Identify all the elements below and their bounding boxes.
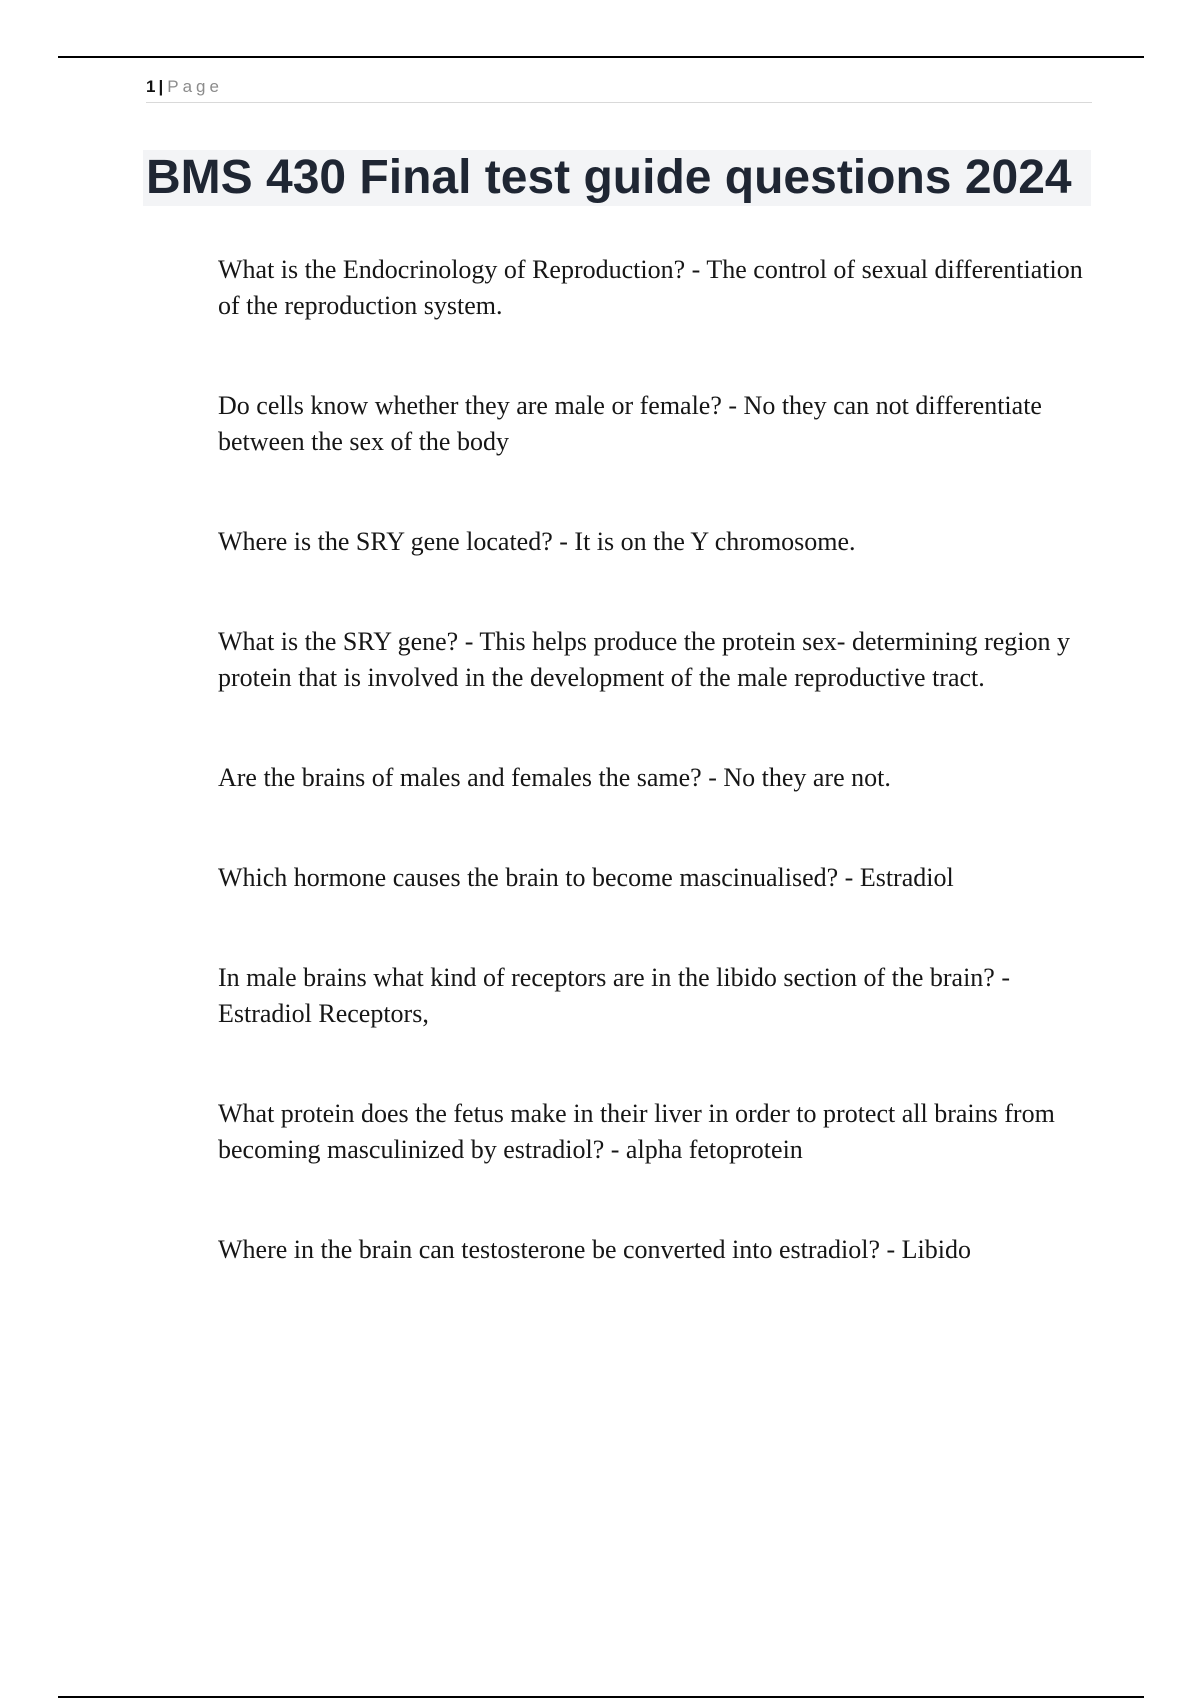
page-separator: | [158,77,164,96]
qa-item: Where is the SRY gene located? - It is on the Y chromosome. [218,527,856,556]
qa-item: In male brains what kind of receptors are in the libido section of the brain? - Estradiol Receptors, [218,963,1011,1028]
page-header [146,72,1092,103]
qa-item: Where in the brain can testosterone be converted into estradiol? - Libido [218,1235,971,1264]
qa-item: Are the brains of males and females the same? - No they are not. [218,763,891,792]
top-rule [58,56,1144,58]
qa-list [218,252,1098,1332]
qa-item: What is the SRY gene? - This helps produce the protein sex- determining region y protein that is involved in the development of the male reproductive tract. [218,627,1071,692]
qa-item: What is the Endocrinology of Reproduction? - The control of sexual differentiation of the reproduction system. [218,255,1083,320]
page-number: 1 [146,77,156,96]
document-title: BMS 430 Final test guide questions 2024 [143,150,1091,206]
page-label: Page [167,77,223,96]
qa-item: Do cells know whether they are male or female? - No they can not differentiate between the sex of the body [218,391,1042,456]
qa-item: What protein does the fetus make in their liver in order to protect all brains from becoming masculinized by estradiol? - alpha fetoprotein [218,1099,1055,1164]
bottom-rule [58,1696,1144,1698]
qa-item: Which hormone causes the brain to become mascinualised? - Estradiol [218,863,954,892]
